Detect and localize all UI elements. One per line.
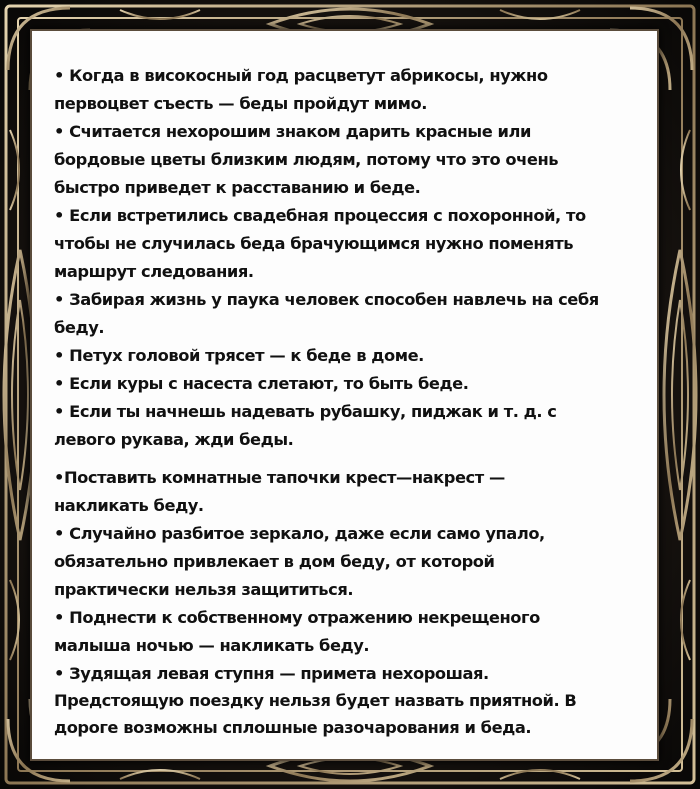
list-item: • Зудящая левая ступня — примета нехорошая. Предстоящую поездку нельзя будет назвать приятной. В дороге возможны сплошные разочарования и беда. bbox=[54, 664, 577, 737]
list-item: • Если встретились свадебная процессия с похоронной, то чтобы не случилась беда брачующимся нужно поменять маршрут следования. bbox=[54, 206, 586, 281]
list-item: • Если ты начнешь надевать рубашку, пиджак и т. д. с левого рукава, жди беды. bbox=[54, 402, 557, 449]
list-item: • Забирая жизнь у паука человек способен навлечь на себя беду. bbox=[54, 290, 599, 337]
list-item: • Поднести к собственному отражению некрещеного малыша ночью — накликать беду. bbox=[54, 608, 540, 655]
omens-list bbox=[54, 62, 654, 741]
list-item: • Случайно разбитое зеркало, даже если само упало, обязательно привлекает в дом беду, от которой практически нельзя защититься. bbox=[54, 524, 545, 599]
list-item: • Считается нехорошим знаком дарить красные или бордовые цветы близким людям, потому что это очень быстро приведет к расставанию и беде. bbox=[54, 122, 559, 197]
list-item: • Петух головой трясет — к беде в доме. bbox=[54, 346, 424, 365]
list-item: • Если куры с насеста слетают, то быть беде. bbox=[54, 374, 469, 393]
list-item: • Когда в високосный год расцветут абрикосы, нужно первоцвет съесть — беды пройдут мимо. bbox=[54, 66, 548, 113]
list-item: •Поставить комнатные тапочки крест—накрест — накликать беду. bbox=[54, 468, 505, 515]
